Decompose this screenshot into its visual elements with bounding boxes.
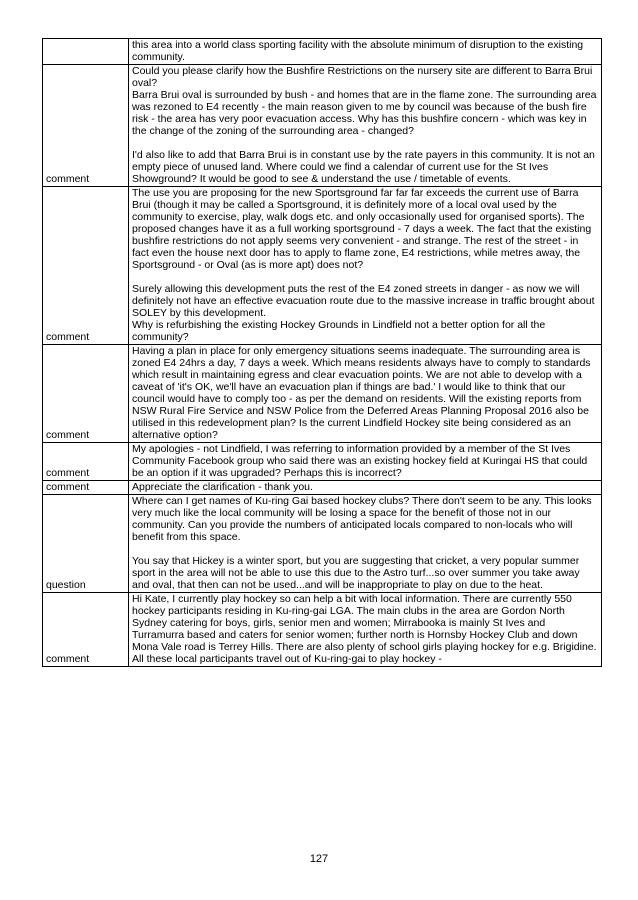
- comments-table-body: [43, 39, 602, 667]
- comments-table: [42, 38, 602, 667]
- entry-paragraph: I'd also like to add that Barra Brui is in constant use by the rate payers in this community. It is not an empty piece of unused land. Where could we find a calendar of current use for the St Ives Showground? It would be good to see & understand the use / timetable of events.: [132, 149, 595, 185]
- entry-paragraph: You say that Hickey is a winter sport, but you are suggesting that cricket, a very popular summer sport in the area will not be able to use this due to the Astro turf...so over summer you take away and oval, that then can not be used...and will be inappropriate to play on due to the heat.: [132, 555, 580, 591]
- table-row: [43, 345, 602, 443]
- entry-paragraph: Where can I get names of Ku-ring Gai based hockey clubs? There don't seem to be any. This looks very much like the local community will be losing a space for the benefit of those not in our community. Can you provide the numbers of anticipated locals compared to non-locals who will benefit from this space.: [132, 495, 592, 543]
- entry-paragraph: Appreciate the clarification - thank you.: [132, 481, 313, 493]
- entry-type-cell: comment: [43, 593, 129, 667]
- entry-paragraph: Barra Brui oval is surrounded by bush - and homes that are in the flame zone. The surrounding area was rezoned to E4 recently - the main reason given to me by council was because of the bush fire risk - the area has very poor evacuation access. Why has this bushfire concern - which was key in the change of the zoning of the surrounding area - changed?: [132, 89, 597, 137]
- entry-paragraph: Having a plan in place for only emergency situations seems inadequate. The surrounding area is zoned E4 24hrs a day, 7 days a week. Which means residents always have to comply to standards which result in maintaining egress and clear evacuation points. We are not able to develop with a caveat of 'it's OK, we'll have an evacuation plan if things are bad.' I would like to think that our council would have to comply too - as per the demand on residents. Will the existing reports from NSW Rural Fire Service and NSW Police from the Deferred Areas Planning Proposal 2016 also be utilised in this redevelopment plan? Is the current Lindfield Hockey site being considered as an alternative option?: [132, 345, 591, 441]
- entry-text-cell: [129, 481, 602, 495]
- entry-type-cell: [43, 39, 129, 65]
- page-number: 127: [309, 853, 329, 865]
- table-row: [43, 65, 602, 187]
- entry-paragraph: Could you please clarify how the Bushfire Restrictions on the nursery site are different to Barra Brui oval?: [132, 65, 593, 89]
- entry-type-cell: question: [43, 495, 129, 593]
- entry-paragraph: Hi Kate, I currently play hockey so can help a bit with local information. There are currently 550 hockey participants residing in Ku-ring-gai LGA. The main clubs in the area are Gordon North Sydney catering for boys, girls, senior men and women; Mirrabooka is mainly St Ives and Turramurra based and caters for senior women; further north is Hornsby Hockey Club and down Mona Vale road is Terrey Hills. There are also plenty of school girls playing hockey for e.g. Brigidine. All these local participants travel out of Ku-ring-gai to play hockey -: [132, 593, 597, 665]
- paragraph-spacer: [132, 271, 598, 283]
- entry-paragraph: Surely allowing this development puts the rest of the E4 zoned streets in danger - as now we will definitely not have an effective evacuation route due to the massive increase in traffic brought about SOLEY by this development.: [132, 283, 595, 319]
- entry-paragraph: The use you are proposing for the new Sportsground far far far exceeds the current use of Barra Brui (though it may be called a Sportsground, it is definitely more of a local oval used by the community to exercise, play, walk dogs etc. and only occasionally used for organised sports). The proposed changes have it as a full working sportsground - 7 days a week. The fact that the existing bushfire restrictions do not apply seems very convenient - and strange. The rest of the street - in fact even the house next door has to apply to flame zone, E4 restrictions, while metres away, the Sportsground - or Oval (as is more apt) does not?: [132, 187, 592, 271]
- entry-text-cell: [129, 65, 602, 187]
- paragraph-spacer: [132, 543, 598, 555]
- entry-type-cell: comment: [43, 345, 129, 443]
- entry-type-cell: comment: [43, 443, 129, 481]
- table-row: [43, 495, 602, 593]
- entry-text-cell: [129, 39, 602, 65]
- table-row: [43, 443, 602, 481]
- table-row: [43, 187, 602, 345]
- entry-type-cell: comment: [43, 481, 129, 495]
- entry-paragraph: Why is refurbishing the existing Hockey Grounds in Lindfield not a better option for all the community?: [132, 319, 546, 343]
- entry-type-cell: comment: [43, 65, 129, 187]
- entry-paragraph: My apologies - not Lindfield, I was referring to information provided by a member of the St Ives Community Facebook group who said there was an existing hockey field at Kuringai HS that could be an option if it was upgraded? Perhaps this is incorrect?: [132, 443, 588, 479]
- entry-text-cell: [129, 345, 602, 443]
- paragraph-spacer: [132, 137, 598, 149]
- entry-text-cell: [129, 593, 602, 667]
- entry-text-cell: [129, 187, 602, 345]
- entry-paragraph: this area into a world class sporting facility with the absolute minimum of disruption to the existing community.: [132, 39, 584, 63]
- table-row: [43, 593, 602, 667]
- entry-type-cell: comment: [43, 187, 129, 345]
- table-row: [43, 481, 602, 495]
- entry-text-cell: [129, 495, 602, 593]
- entry-text-cell: [129, 443, 602, 481]
- table-row: [43, 39, 602, 65]
